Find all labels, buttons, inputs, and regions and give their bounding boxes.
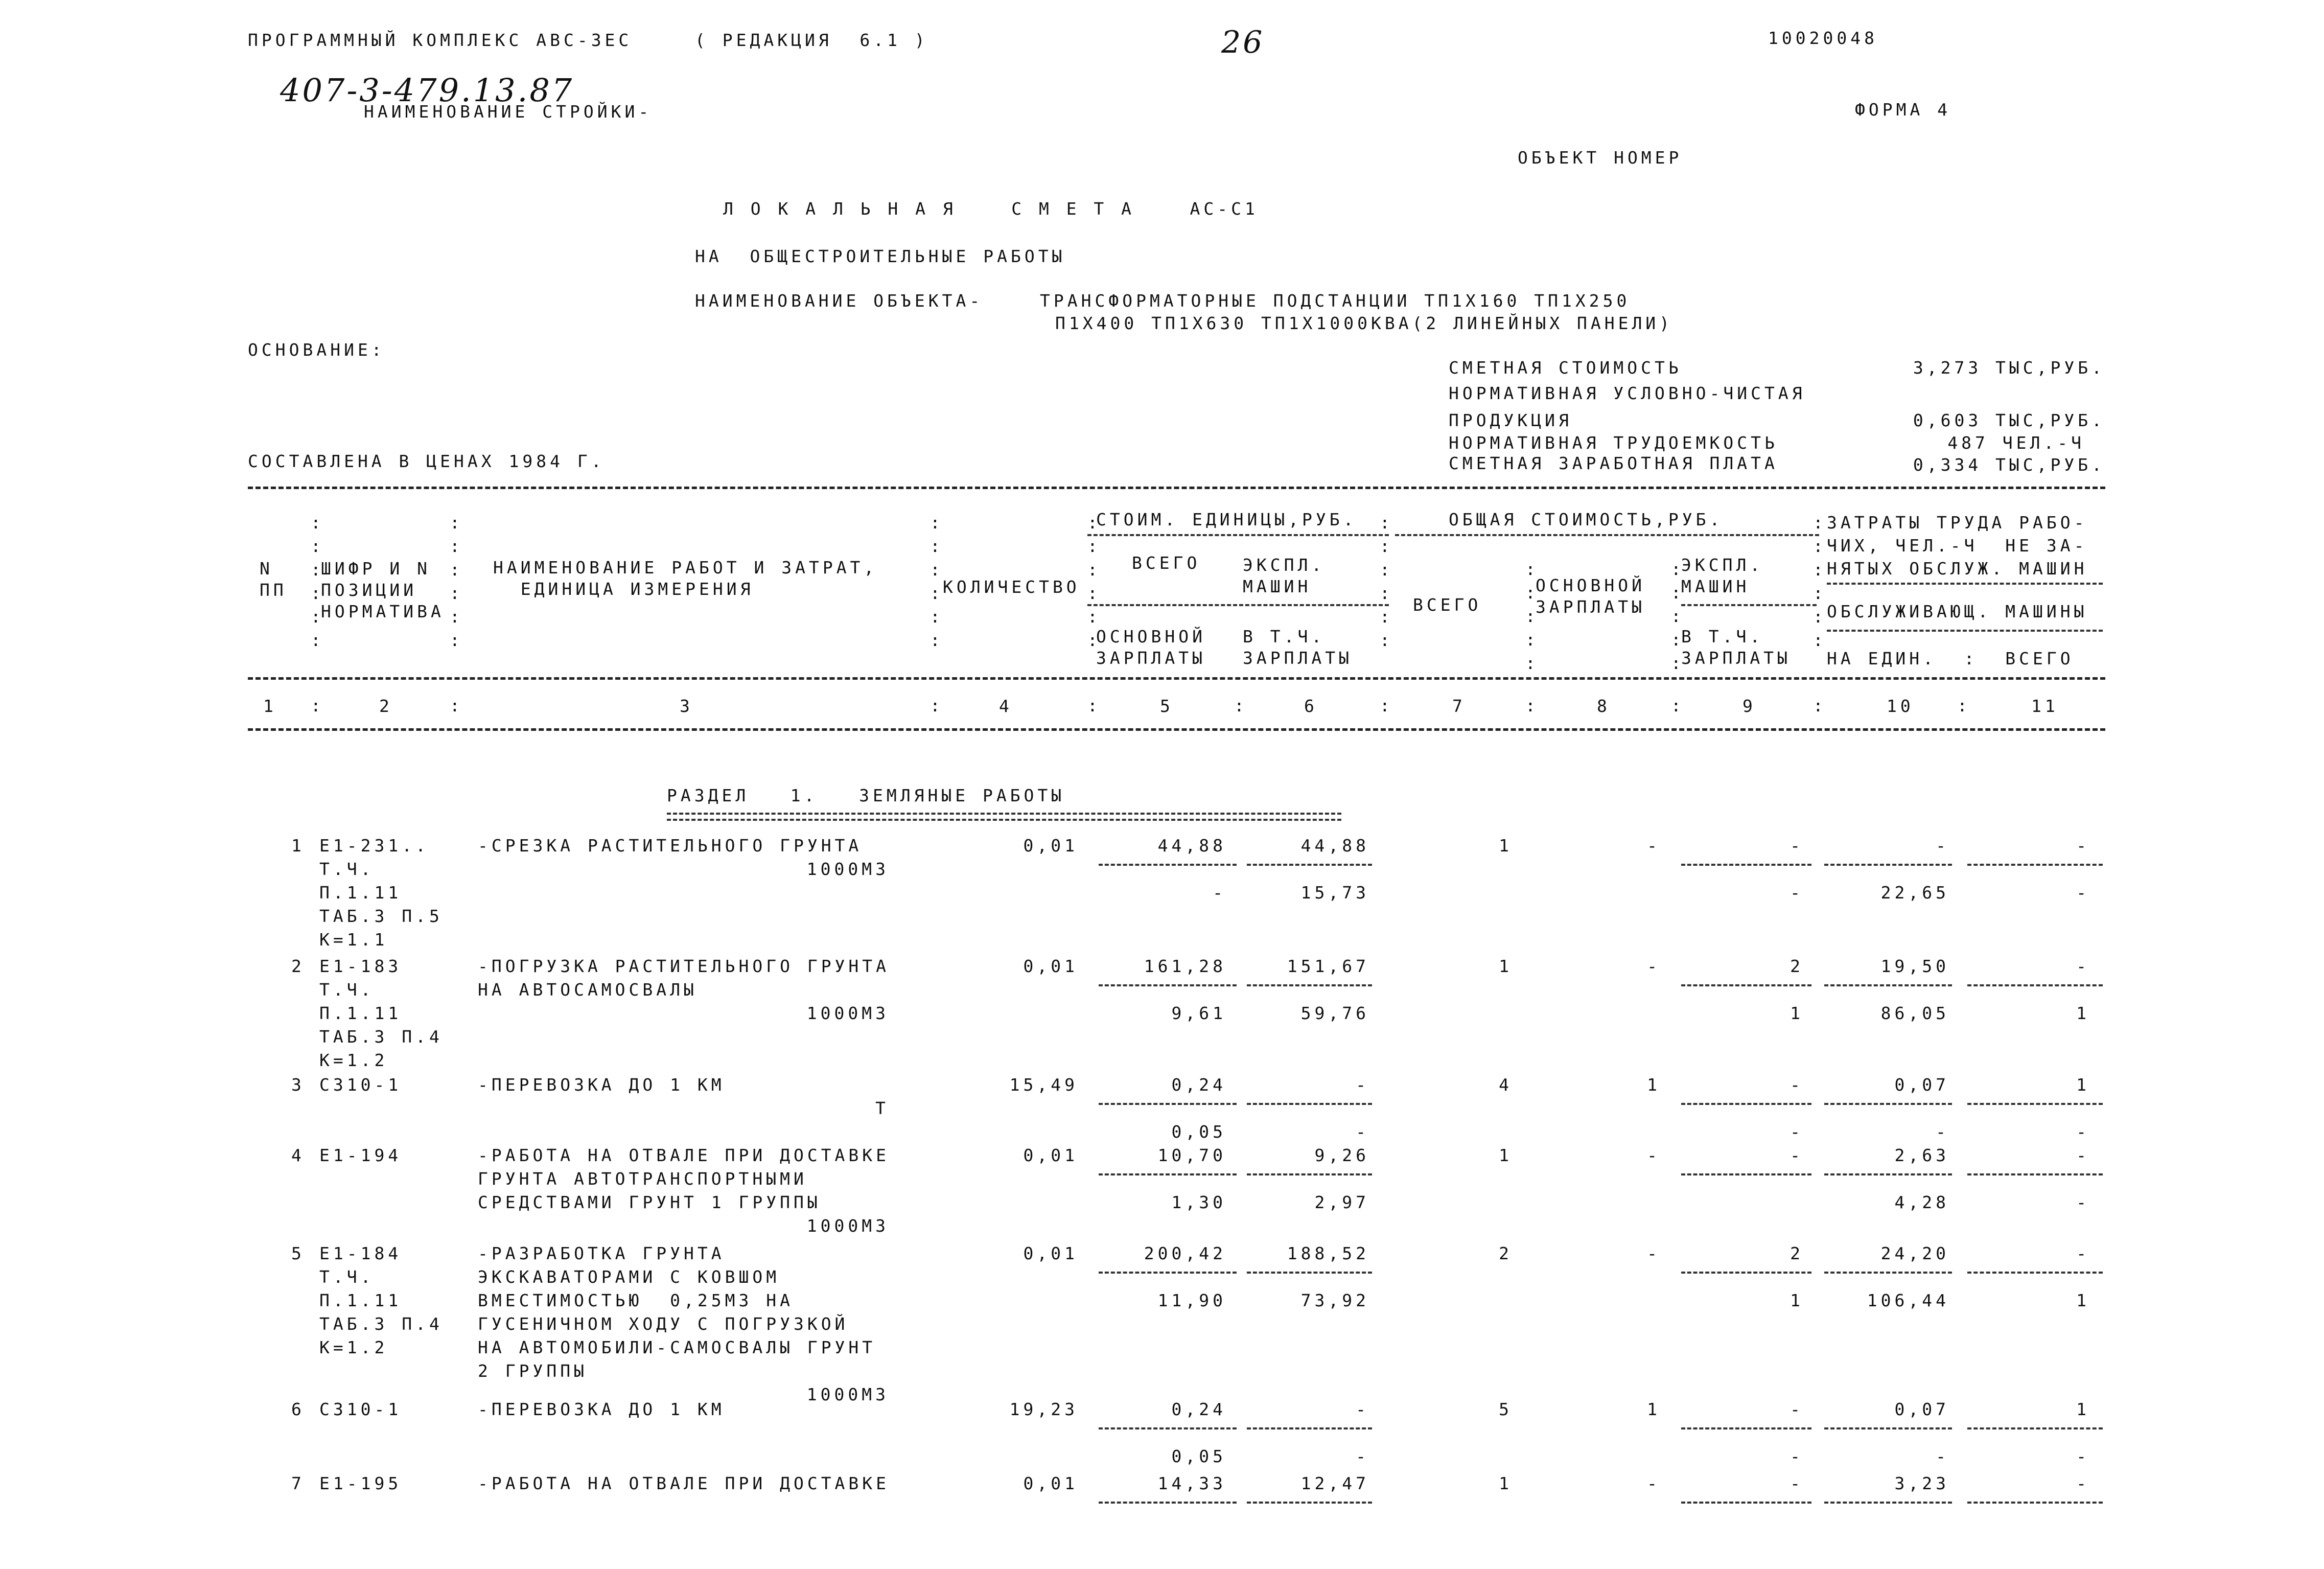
row-quantity: 0,01 <box>1023 1145 1078 1165</box>
row-name: -СРЕЗКА РАСТИТЕЛЬНОГО ГРУНТА <box>478 836 863 856</box>
handwritten-project-code: 407-3-479.13.87 <box>280 72 574 109</box>
row-quantity: 15,49 <box>1009 1075 1078 1095</box>
row-labor-unit: 2,63 <box>1894 1145 1949 1165</box>
row-total-wage: 1 <box>1647 1399 1661 1419</box>
sub-rule <box>1247 984 1372 986</box>
row-unit-machines: 188,52 <box>1287 1243 1369 1263</box>
row-unit-machines: - <box>1356 1399 1369 1419</box>
row-total-wage: - <box>1647 836 1661 856</box>
row-total: 4 <box>1499 1075 1513 1095</box>
row-total: 1 <box>1499 1145 1513 1165</box>
row-quantity: 0,01 <box>1023 836 1078 856</box>
row-quantity: 0,01 <box>1023 1243 1078 1263</box>
object-name-line-2: П1Х400 ТП1Х630 ТП1Х1000КВА(2 ЛИНЕЙНЫХ ПАНЕЛИ) <box>1055 313 1674 333</box>
row-code: Е1-183 <box>319 956 402 976</box>
row-total-machines: - <box>1790 1075 1804 1095</box>
row-total-wage: 1 <box>1647 1075 1661 1095</box>
sub-rule <box>1681 1173 1811 1175</box>
row-code-notes: Т.Ч. П.1.11 ТАБ.3 П.4 К=1.2 <box>319 1267 443 1357</box>
row-unit-incl-wage: 73,92 <box>1300 1290 1369 1310</box>
sub-rule <box>1247 1427 1372 1429</box>
sub-rule <box>1681 1427 1811 1429</box>
row-mach-labor-unit: 22,65 <box>1880 883 1949 903</box>
row-labor-unit: 0,07 <box>1894 1075 1949 1095</box>
row-unit-machines: 151,67 <box>1287 956 1369 976</box>
sub-rule <box>1967 1103 2103 1105</box>
row-unit: 1000М3 <box>806 859 889 879</box>
summary-label: СМЕТНАЯ ЗАРАБОТНАЯ ПЛАТА <box>1449 453 1778 473</box>
row-mach-labor-total: - <box>2076 1192 2090 1212</box>
sub-rule <box>1824 1173 1952 1175</box>
sub-rule <box>1099 1173 1237 1175</box>
row-unit-wage: 11,90 <box>1157 1290 1226 1310</box>
sub-rule <box>1681 984 1811 986</box>
row-name: -ПОГРУЗКА РАСТИТЕЛЬНОГО ГРУНТА НА АВТОСАМОСВАЛЫ <box>478 956 890 1000</box>
document-code: 10020048 <box>1768 28 1878 48</box>
row-labor-unit: 3,23 <box>1894 1473 1949 1493</box>
summary-label: СМЕТНАЯ СТОИМОСТЬ <box>1449 358 1682 378</box>
row-unit-wage: - <box>1213 883 1226 903</box>
row-labor-total: - <box>2076 836 2090 856</box>
row-labor-total: - <box>2076 1243 2090 1263</box>
total-machines-header: ЭКСПЛ. МАШИН <box>1681 555 1764 596</box>
summary-label: НОРМАТИВНАЯ УСЛОВНО-ЧИСТАЯ <box>1449 383 1806 403</box>
sub-rule <box>1824 984 1952 986</box>
row-unit: 1000М3 <box>806 1003 889 1023</box>
row-unit-incl-wage: 15,73 <box>1300 883 1369 903</box>
row-labor-unit: 0,07 <box>1894 1399 1949 1419</box>
row-unit-machines: 12,47 <box>1300 1473 1369 1493</box>
col-number-header: N ПП <box>260 559 287 600</box>
row-labor-total: - <box>2076 1145 2090 1165</box>
sub-rule <box>1681 1502 1811 1504</box>
row-code: С310-1 <box>319 1075 402 1095</box>
col-number: 1 <box>263 696 277 716</box>
row-code: Е1-231.. <box>319 836 429 856</box>
col-name-header: НАИМЕНОВАНИЕ РАБОТ И ЗАТРАТ, ЕДИНИЦА ИЗМЕРЕНИЯ <box>493 558 878 599</box>
row-quantity: 19,23 <box>1009 1399 1078 1419</box>
row-unit-total: 14,33 <box>1157 1473 1226 1493</box>
row-labor-total: - <box>2076 1473 2090 1493</box>
row-total: 1 <box>1499 1473 1513 1493</box>
row-total-wage: - <box>1647 956 1661 976</box>
row-number: 4 <box>291 1145 305 1165</box>
section-title: РАЗДЕЛ 1. ЗЕМЛЯНЫЕ РАБОТЫ <box>667 786 1065 805</box>
col-number: 3 <box>680 696 693 716</box>
sub-rule <box>1247 1103 1372 1105</box>
row-unit-incl-wage: - <box>1356 1122 1369 1142</box>
unit-wage-header: ОСНОВНОЙ ЗАРПЛАТЫ <box>1096 627 1206 668</box>
sub-rule <box>1099 1427 1237 1429</box>
sub-rule <box>1967 1173 2103 1175</box>
program-name: ПРОГРАММНЫЙ КОМПЛЕКС АВС-3ЕС <box>248 30 633 50</box>
object-name-line-1: ТРАНСФОРМАТОРНЫЕ ПОДСТАНЦИИ ТП1Х160 ТП1Х250 <box>1040 291 1631 311</box>
row-code-notes: Т.Ч. П.1.11 ТАБ.3 П.4 К=1.2 <box>319 980 443 1070</box>
document-title: Л О К А Л Ь Н А Я С М Е Т А АС-С1 <box>723 199 1259 219</box>
row-total-machines: - <box>1790 836 1804 856</box>
sub-rule <box>1099 1272 1237 1274</box>
labor-machines-header: ОБСЛУЖИВАЮЩ. МАШИНЫ <box>1827 602 2088 621</box>
total-incl-wage-header: В Т.Ч. ЗАРПЛАТЫ <box>1681 627 1791 668</box>
col-number: 9 <box>1742 696 1756 716</box>
row-mach-labor-total: - <box>2076 1446 2090 1466</box>
sub-rule <box>1099 1103 1237 1105</box>
row-number: 7 <box>291 1473 305 1493</box>
row-unit-total: 161,28 <box>1144 956 1226 976</box>
total-wage-header: ОСНОВНОЙ ЗАРПЛАТЫ <box>1536 575 1645 617</box>
sub-rule <box>1247 1502 1372 1504</box>
row-unit-total: 44,88 <box>1157 836 1226 856</box>
row-code: Е1-184 <box>319 1243 402 1263</box>
summary-label: НОРМАТИВНАЯ ТРУДОЕМКОСТЬ <box>1449 433 1778 453</box>
row-unit: 1000М3 <box>806 1385 889 1404</box>
summary-value: 3,273 ТЫС,РУБ. <box>1913 358 2105 378</box>
sub-rule <box>1099 984 1237 986</box>
row-unit-total: 10,70 <box>1157 1145 1226 1165</box>
row-quantity: 0,01 <box>1023 1473 1078 1493</box>
sub-rule <box>1824 1103 1952 1105</box>
sub-rule <box>1247 1272 1372 1274</box>
sub-rule <box>1681 1103 1811 1105</box>
object-number-label: ОБЪЕКТ НОМЕР <box>1518 148 1683 168</box>
col-number: 2 <box>379 696 393 716</box>
col-number: 7 <box>1452 696 1466 716</box>
row-total-incl-wage: - <box>1790 883 1804 903</box>
sub-rule <box>1967 1502 2103 1504</box>
row-number: 3 <box>291 1075 305 1095</box>
col-number: 5 <box>1160 696 1174 716</box>
row-total-incl-wage: 1 <box>1790 1003 1804 1023</box>
row-mach-labor-unit: 86,05 <box>1880 1003 1949 1023</box>
sub-rule <box>1099 864 1237 866</box>
object-name-label: НАИМЕНОВАНИЕ ОБЪЕКТА- <box>695 291 984 311</box>
row-unit-machines: - <box>1356 1075 1369 1095</box>
summary-value: 0,334 ТЫС,РУБ. <box>1913 455 2105 475</box>
edition-label: ( РЕДАКЦИЯ 6.1 ) <box>695 30 928 50</box>
row-unit-wage: 0,05 <box>1171 1446 1226 1466</box>
row-total-machines: - <box>1790 1399 1804 1419</box>
sub-rule <box>1824 1502 1952 1504</box>
row-labor-total: 1 <box>2076 1399 2090 1419</box>
sub-rule <box>1967 1272 2103 1274</box>
row-total-machines: 2 <box>1790 956 1804 976</box>
row-unit-incl-wage: 2,97 <box>1314 1192 1369 1212</box>
row-total-incl-wage: - <box>1790 1446 1804 1466</box>
sub-rule <box>1967 1427 2103 1429</box>
sub-rule <box>1967 864 2103 866</box>
row-unit-wage: 1,30 <box>1171 1192 1226 1212</box>
total-cost-header: ОБЩАЯ СТОИМОСТЬ,РУБ. <box>1449 510 1724 529</box>
labor-per-unit-header: НА ЕДИН. : ВСЕГО <box>1827 649 2074 668</box>
table-top-rule <box>248 487 2105 489</box>
sub-rule <box>1247 1173 1372 1175</box>
form-label: ФОРМА 4 <box>1855 100 1951 120</box>
basis-label: ОСНОВАНИЕ: <box>248 340 385 360</box>
row-unit: 1000М3 <box>806 1216 889 1236</box>
row-total: 2 <box>1499 1243 1513 1263</box>
row-code: Е1-194 <box>319 1145 402 1165</box>
section-underline <box>667 813 1341 821</box>
col-number: 6 <box>1304 696 1318 716</box>
row-name: -РАЗРАБОТКА ГРУНТА ЭКСКАВАТОРАМИ С КОВШОМ ВМЕСТИМОСТЬЮ 0,25М3 НА ГУСЕНИЧНОМ ХОДУ С ПОГРУЗКОЙ НА АВТОМОБИЛИ-САМОСВАЛЫ ГРУНТ 2 ГРУППЫ <box>478 1243 876 1381</box>
row-total-wage: - <box>1647 1473 1661 1493</box>
labor-header: ЗАТРАТЫ ТРУДА РАБО- ЧИХ, ЧЕЛ.-Ч НЕ ЗА- НЯТЫХ ОБСЛУЖ. МАШИН <box>1827 513 2088 579</box>
row-code-notes: Т.Ч. П.1.11 ТАБ.3 П.5 К=1.1 <box>319 859 443 950</box>
row-unit-machines: 9,26 <box>1314 1145 1369 1165</box>
row-total: 1 <box>1499 836 1513 856</box>
row-unit-machines: 44,88 <box>1300 836 1369 856</box>
sub-rule <box>1681 864 1811 866</box>
row-total-wage: - <box>1647 1243 1661 1263</box>
row-mach-labor-unit: 4,28 <box>1894 1192 1949 1212</box>
row-total-machines: - <box>1790 1473 1804 1493</box>
col-number: 11 <box>2031 696 2059 716</box>
row-mach-labor-unit: 106,44 <box>1867 1290 1949 1310</box>
row-total-wage: - <box>1647 1145 1661 1165</box>
row-mach-labor-total: - <box>2076 883 2090 903</box>
summary-value: 487 ЧЕЛ.-Ч <box>1947 433 2085 453</box>
numbers-bottom-rule <box>248 728 2105 731</box>
sub-rule <box>1824 864 1952 866</box>
unit-total-header: ВСЕГО <box>1132 553 1201 573</box>
row-number: 6 <box>291 1399 305 1419</box>
col-quantity-header: КОЛИЧЕСТВО <box>943 577 1080 597</box>
row-labor-unit: 24,20 <box>1880 1243 1949 1263</box>
row-labor-unit: - <box>1936 836 1949 856</box>
sub-rule <box>1824 1272 1952 1274</box>
row-unit-total: 0,24 <box>1171 1075 1226 1095</box>
row-unit-total: 0,24 <box>1171 1399 1226 1419</box>
sub-rule <box>1099 1502 1237 1504</box>
row-mach-labor-unit: - <box>1936 1122 1949 1142</box>
row-name: -ПЕРЕВОЗКА ДО 1 КМ <box>478 1399 725 1419</box>
unit-incl-wage-header: В Т.Ч. ЗАРПЛАТЫ <box>1243 627 1353 668</box>
page-number: 26 <box>1221 25 1265 60</box>
row-total-incl-wage: - <box>1790 1122 1804 1142</box>
summary-label: ПРОДУКЦИЯ <box>1449 410 1572 430</box>
sub-rule <box>1247 864 1372 866</box>
header-bottom-rule <box>248 677 2105 680</box>
row-labor-unit: 19,50 <box>1880 956 1949 976</box>
row-unit-wage: 9,61 <box>1171 1003 1226 1023</box>
total-total-header: ВСЕГО <box>1413 595 1482 615</box>
unit-cost-header: СТОИМ. ЕДИНИЦЫ,РУБ. <box>1096 510 1357 529</box>
row-unit: Т <box>875 1098 889 1118</box>
row-labor-total: 1 <box>2076 1075 2090 1095</box>
row-unit-incl-wage: 59,76 <box>1300 1003 1369 1023</box>
row-code: Е1-195 <box>319 1473 402 1493</box>
col-number: 8 <box>1597 696 1611 716</box>
row-name: -ПЕРЕВОЗКА ДО 1 КМ <box>478 1075 725 1095</box>
row-quantity: 0,01 <box>1023 956 1078 976</box>
document-subtitle: НА ОБЩЕСТРОИТЕЛЬНЫЕ РАБОТЫ <box>695 246 1066 266</box>
construction-label: НАИМЕНОВАНИЕ СТРОЙКИ- <box>364 102 653 122</box>
row-total-incl-wage: 1 <box>1790 1290 1804 1310</box>
row-code: С310-1 <box>319 1399 402 1419</box>
row-total-machines: 2 <box>1790 1243 1804 1263</box>
row-number: 5 <box>291 1243 305 1263</box>
row-mach-labor-total: 1 <box>2076 1290 2090 1310</box>
row-mach-labor-total: 1 <box>2076 1003 2090 1023</box>
row-unit-total: 200,42 <box>1144 1243 1226 1263</box>
sub-rule <box>1824 1427 1952 1429</box>
row-mach-labor-unit: - <box>1936 1446 1949 1466</box>
row-total: 5 <box>1499 1399 1513 1419</box>
row-mach-labor-total: - <box>2076 1122 2090 1142</box>
row-number: 2 <box>291 956 305 976</box>
sub-rule <box>1967 984 2103 986</box>
row-name: -РАБОТА НА ОТВАЛЕ ПРИ ДОСТАВКЕ ГРУНТА АВТОТРАНСПОРТНЫМИ СРЕДСТВАМИ ГРУНТ 1 ГРУППЫ <box>478 1145 890 1212</box>
col-number: 10 <box>1887 696 1914 716</box>
summary-value: 0,603 ТЫС,РУБ. <box>1913 410 2105 430</box>
estimate-page: ПРОГРАММНЫЙ КОМПЛЕКС АВС-3ЕС ( РЕДАКЦИЯ 6.1 ) 26 10020048 407-3-479.13.87 НАИМЕНОВАНИЕ СТРОЙКИ- ФОРМА 4 ОБЪЕКТ НОМЕР Л О К А Л Ь Н А Я С М Е Т А АС-С1 НА ОБЩЕСТРОИТЕЛЬНЫЕ РАБОТЫ НАИМЕНОВАНИЕ ОБЪЕКТА- ТРАНСФОРМАТОРНЫЕ ПОДСТАНЦИИ ТП1Х160 ТП1Х250 П1Х400 ТП1Х630 ТП1Х1000КВА(2 ЛИНЕЙНЫХ ПАНЕЛИ) ОСНОВАНИЕ: СМЕТНАЯ СТОИМОСТЬ 3,273 ТЫС,РУБ. НОРМАТИВНАЯ УСЛОВНО-ЧИСТАЯ ПРОДУКЦИЯ 0,603 ТЫС,РУБ. НОРМАТИВНАЯ ТРУДОЕМКОСТЬ 487 ЧЕЛ.-Ч СМЕТНАЯ ЗАРАБОТНАЯ ПЛАТА 0,334 ТЫС,РУБ. СОСТАВЛЕНА В ЦЕНАХ 1984 Г. : : : : : : : : : : : : : : : : : : : : : : : : : : : : : : : : : : : : : : : : : : : : : : N ПП ШИФР И N ПОЗИЦИИ НОРМАТИВА НАИМЕНОВАНИЕ РАБОТ И ЗАТРАТ, ЕДИНИЦА ИЗМЕРЕНИЯ КОЛИЧЕСТВО СТОИМ. ЕДИНИЦЫ,РУБ. ОБЩАЯ СТОИМОСТЬ,РУБ. ЗАТРАТЫ ТРУДА РАБО- ЧИХ, ЧЕЛ.-Ч НЕ ЗА- НЯТЫХ ОБСЛУЖ. МАШИН ОБСЛУЖИВАЮЩ. МАШИНЫ НА ЕДИН. : ВСЕГО ВСЕГО ЭКСПЛ. МАШИН ОСНОВНОЙ ЗАРПЛАТЫ В Т.Ч. ЗАРПЛАТЫ ВСЕГО ОСНОВНОЙ ЗАРПЛАТЫ ЭКСПЛ. МАШИН В Т.Ч. ЗАРПЛАТЫ 1 2 3 4 5 6 7 8 9 10 11 : : : : : : : : : : РАЗДЕЛ 1. ЗЕМЛЯНЫЕ РАБОТЫ 1 Е1-231.. Т.Ч. П.1.11 ТАБ.3 П.5 К=1.1 -СРЕЗКА РАСТИТЕЛЬНОГО ГРУНТА 1000М3 0,01 44,88 44,88 - 15,73 1 - - - - - 22,65 - 2 Е1-183 Т.Ч. П.1.11 ТАБ.3 П.4 К=1.2 -ПОГРУЗКА РАСТИТЕЛЬНОГО ГРУНТА НА АВТОСАМОСВАЛЫ 1000М3 0,01 161,28 151,67 9,61 59,76 1 - 2 1 19,50 - 86,05 1 3 С310-1 -ПЕРЕВОЗКА ДО 1 КМ Т 15,49 0,24 - 0,05 - 4 1 - - 0,07 1 - - 4 Е1-194 -РАБОТА НА ОТВАЛЕ ПРИ ДОСТАВКЕ ГРУНТА АВТОТРАНСПОРТНЫМИ СРЕДСТВАМИ ГРУНТ 1 ГРУППЫ 1000М3 0,01 10,70 9,26 1,30 2,97 1 - - 2,63 - 4,28 - 5 Е1-184 Т.Ч. П.1.11 ТАБ.3 П.4 К=1.2 -РАЗРАБОТКА ГРУНТА ЭКСКАВАТОРАМИ С КОВШОМ ВМЕСТИМОСТЬЮ 0,25М3 НА ГУСЕНИЧНОМ ХОДУ С ПОГРУЗКОЙ НА АВТОМОБИЛИ-САМОСВАЛЫ ГРУНТ 2 ГРУППЫ 1000М3 0,01 200,42 188,52 11,90 73,92 2 - 2 1 24,20 - 106,44 1 6 С310-1 -ПЕРЕВОЗКА ДО 1 КМ 19,23 0,24 - 0,05 - 5 1 - - 0,07 1 - - 7 Е1-195 -РАБОТА НА ОТВАЛЕ ПРИ ДОСТАВКЕ 0,01 14,33 12,47 1 - - 3,23 - <box>0 0 2324 1569</box>
unit-machines-header: ЭКСПЛ. МАШИН <box>1243 555 1326 596</box>
row-unit-wage: 0,05 <box>1171 1122 1226 1142</box>
row-unit-incl-wage: - <box>1356 1446 1369 1466</box>
row-total-machines: - <box>1790 1145 1804 1165</box>
row-number: 1 <box>291 836 305 856</box>
row-name: -РАБОТА НА ОТВАЛЕ ПРИ ДОСТАВКЕ <box>478 1473 890 1493</box>
row-labor-total: - <box>2076 956 2090 976</box>
sub-rule <box>1681 1272 1811 1274</box>
col-number: 4 <box>999 696 1013 716</box>
price-basis: СОСТАВЛЕНА В ЦЕНАХ 1984 Г. <box>248 451 605 471</box>
col-code-header: ШИФР И N ПОЗИЦИИ НОРМАТИВА <box>321 559 445 621</box>
row-total: 1 <box>1499 956 1513 976</box>
